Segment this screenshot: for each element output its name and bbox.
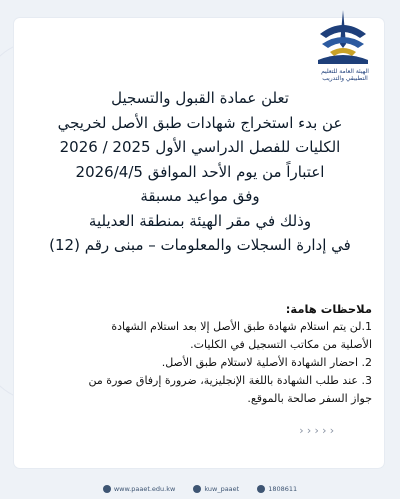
instagram-text: kuw_paaet <box>204 484 240 493</box>
headline-line: الكليات للفصل الدراسي الأول 2025 / 2026 <box>59 138 341 156</box>
footer-phone[interactable] <box>257 485 297 493</box>
headline-line: عن بدء استخراج شهادات طبق الأصل لخريجي <box>57 113 343 132</box>
footer-website[interactable] <box>103 485 176 493</box>
instagram-icon <box>193 485 201 493</box>
note-line: 3. عند طلب الشهادة باللغة الإنجليزية، ضرورة إرفاق صورة من <box>88 374 372 387</box>
logo-caption: الهيئة العامة للتعليم التطبيقي والتدريب <box>321 68 369 82</box>
phone-icon <box>257 485 265 493</box>
phone-text: 1808611 <box>268 484 298 493</box>
chevron-decoration-icon: ››››› <box>298 424 337 437</box>
headline-line: تعلن عمادة القبول والتسجيل <box>111 89 289 107</box>
announcement-headline <box>20 86 380 258</box>
headline-line: في إدارة السجلات والمعلومات – مبنى رقم (12) <box>49 236 351 254</box>
website-text: www.paaet.edu.kw <box>113 484 176 493</box>
note-line: جواز السفر صالحة بالموقع. <box>247 392 372 405</box>
footer-instagram[interactable] <box>193 485 239 493</box>
note-line: 2. احضار الشهادة الأصلية لاستلام طبق الأصل. <box>161 356 372 369</box>
notes-title: ملاحظات هامة: <box>285 302 372 316</box>
note-line: 1.لن يتم استلام شهادة طبق الأصل إلا بعد استلام الشهادة <box>111 320 372 333</box>
footer-bar <box>0 478 400 499</box>
headline-line: اعتباراً من يوم الأحد الموافق 2026/4/5 <box>75 162 325 181</box>
headline-line: وفق مواعيد مسبقة <box>140 187 260 205</box>
headline-line: وذلك في مقر الهيئة بمنطقة العديلية <box>88 211 312 230</box>
important-notes <box>24 300 372 408</box>
globe-icon <box>103 485 111 493</box>
note-line: الأصلية من مكاتب التسجيل في الكليات. <box>190 338 372 351</box>
